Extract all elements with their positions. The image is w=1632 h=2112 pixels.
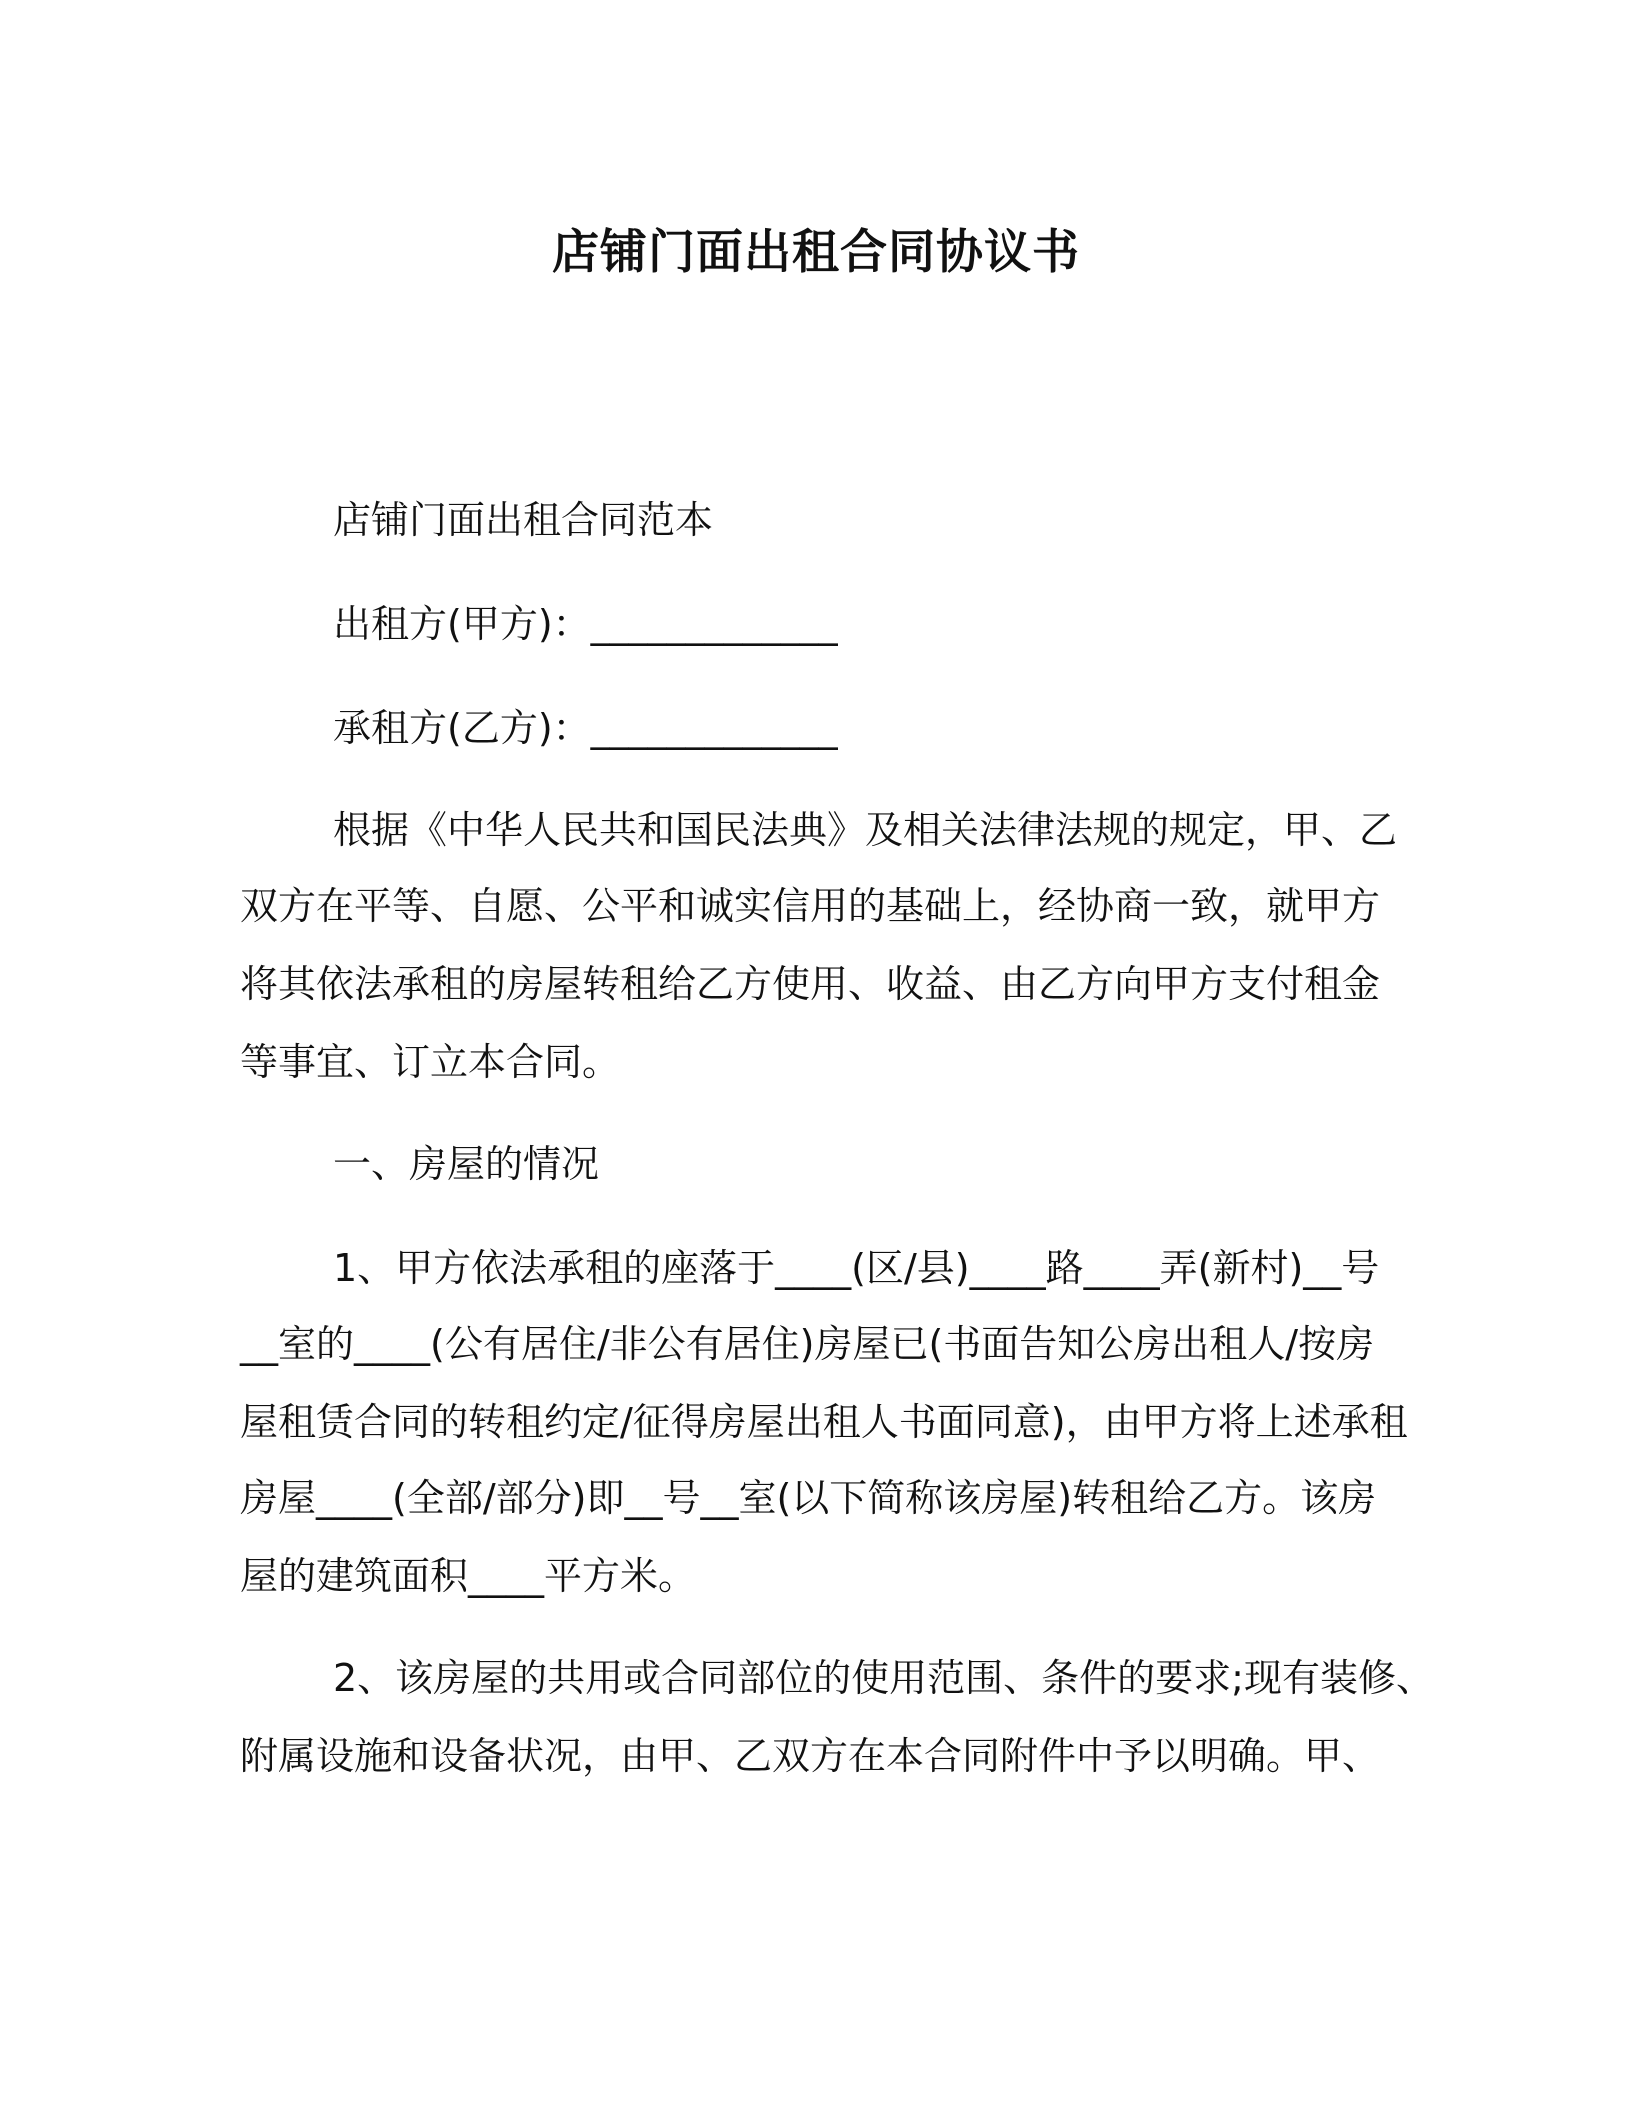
lessor-line: 出租方(甲方)：_____________ [333, 602, 838, 646]
preamble-line-3: 将其依法承租的房屋转租给乙方使用、收益、由乙方向甲方支付租金 [240, 962, 1381, 1006]
clause-1-line-2: __室的____(公有居住/非公有居住)房屋已(书面告知公房出租人/按房 [240, 1322, 1375, 1366]
preamble-line-2: 双方在平等、自愿、公平和诚实信用的基础上，经协商一致，就甲方 [240, 884, 1381, 928]
section-1-heading: 一、房屋的情况 [333, 1142, 600, 1186]
clause-1-line-5: 屋的建筑面积____平方米。 [240, 1554, 697, 1598]
lessee-line: 承租方(乙方)：_____________ [333, 706, 838, 750]
preamble-line-4: 等事宜、订立本合同。 [240, 1040, 621, 1084]
clause-1-line-1: 1、甲方依法承租的座落于____(区/县)____路____弄(新村)__号 [333, 1246, 1380, 1290]
clause-1-line-4: 房屋____(全部/部分)即__号__室(以下简称该房屋)转租给乙方。该房 [240, 1476, 1377, 1520]
document-subtitle: 店铺门面出租合同范本 [333, 498, 714, 542]
clause-1-line-3: 屋租赁合同的转租约定/征得房屋出租人书面同意)，由甲方将上述承租 [240, 1400, 1408, 1444]
clause-2-line-1: 2、该房屋的共用或合同部位的使用范围、条件的要求;现有装修、 [333, 1656, 1434, 1700]
preamble-line-1: 根据《中华人民共和国民法典》及相关法律法规的规定，甲、乙 [333, 808, 1398, 852]
document-title: 店铺门面出租合同协议书 [552, 225, 1080, 280]
clause-2-line-2: 附属设施和设备状况，由甲、乙双方在本合同附件中予以明确。甲、 [240, 1734, 1381, 1778]
